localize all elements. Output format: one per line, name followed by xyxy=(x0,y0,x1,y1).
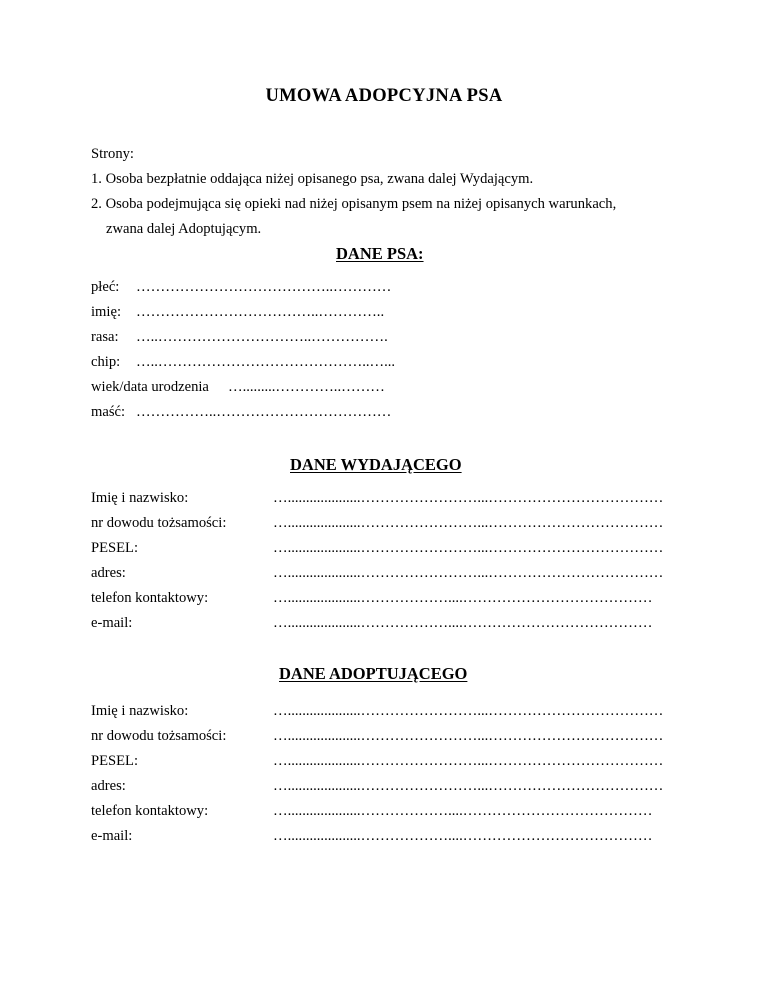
dog-field-label: wiek/data urodzenia xyxy=(91,379,209,395)
adopter-field-blank: …....................………………....………………………………… xyxy=(273,828,653,844)
dog-field-blank: ….........…………..……… xyxy=(228,379,385,395)
dog-field-blank: ………………………………..………….. xyxy=(136,304,385,320)
adopter-field-blank: …....................……………………...……………………………… xyxy=(273,753,664,769)
dog-section-heading: DANE PSA: xyxy=(336,244,424,263)
dog-field-label: imię: xyxy=(91,304,121,320)
issuer-field-label: e-mail: xyxy=(91,615,133,631)
issuer-field-label: adres: xyxy=(91,565,126,581)
issuer-section-heading: DANE WYDAJĄCEGO xyxy=(290,455,462,474)
party-1-text: 1. Osoba bezpłatnie oddająca niżej opisanego psa, zwana dalej Wydającym. xyxy=(91,171,534,187)
dog-field-label: płeć: xyxy=(91,279,120,295)
party-2-text-line1: 2. Osoba podejmująca się opieki nad niżej opisanym psem na niżej opisanych warunkach, xyxy=(91,196,617,212)
dog-field-blank: ……………..……………………………… xyxy=(136,404,392,420)
adopter-field-blank: …....................………………....………………………………… xyxy=(273,803,653,819)
adopter-field-blank: …....................……………………...……………………………… xyxy=(273,703,664,719)
issuer-field-label: nr dowodu tożsamości: xyxy=(91,515,227,531)
issuer-field-blank: …....................……………………...……………………………… xyxy=(273,565,664,581)
adopter-field-label: PESEL: xyxy=(91,753,139,769)
issuer-field-label: telefon kontaktowy: xyxy=(91,590,209,606)
parties-label: Strony: xyxy=(91,146,134,162)
issuer-field-blank: …....................……………………...……………………………… xyxy=(273,515,664,531)
adopter-section-heading: DANE ADOPTUJĄCEGO xyxy=(279,664,468,683)
issuer-field-blank: …....................……………………...……………………………… xyxy=(273,540,664,556)
issuer-field-label: PESEL: xyxy=(91,540,139,556)
issuer-field-blank: …....................………………....………………………………… xyxy=(273,590,653,606)
issuer-field-blank: …....................……………………...……………………………… xyxy=(273,490,664,506)
issuer-field-label: Imię i nazwisko: xyxy=(91,490,189,506)
dog-field-label: maść: xyxy=(91,404,126,420)
adopter-field-label: e-mail: xyxy=(91,828,133,844)
dog-field-label: rasa: xyxy=(91,329,119,345)
dog-field-blank: …..…………………………..……………. xyxy=(136,329,388,345)
adopter-field-label: telefon kontaktowy: xyxy=(91,803,209,819)
adopter-field-label: Imię i nazwisko: xyxy=(91,703,189,719)
dog-field-label: chip: xyxy=(91,354,121,370)
adopter-field-blank: …....................……………………...……………………………… xyxy=(273,778,664,794)
adopter-field-label: adres: xyxy=(91,778,126,794)
document-title: UMOWA ADOPCYJNA PSA xyxy=(265,86,503,106)
adopter-field-label: nr dowodu tożsamości: xyxy=(91,728,227,744)
dog-field-blank: …..……………………………………..…... xyxy=(136,354,396,370)
dog-field-blank: …………………………………..………… xyxy=(136,279,392,295)
party-2-text-line2: zwana dalej Adoptującym. xyxy=(106,221,262,237)
adopter-field-blank: …....................……………………...……………………………… xyxy=(273,728,664,744)
issuer-field-blank: …....................………………....………………………………… xyxy=(273,615,653,631)
